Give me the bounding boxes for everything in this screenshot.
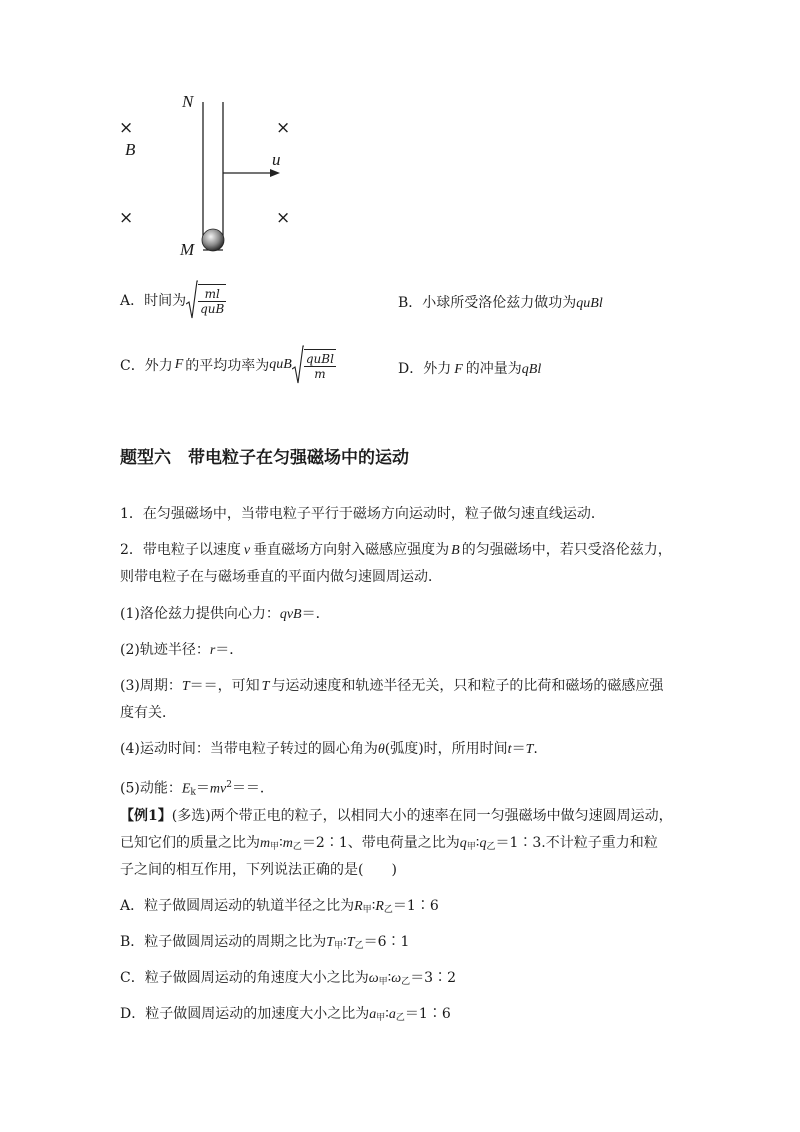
- item-3-line2: 度有关．: [120, 705, 176, 721]
- subscript-jia: 甲: [362, 905, 372, 915]
- field-cross-top-right: ×: [276, 118, 291, 138]
- text: B．粒子做圆周运动的周期之比为: [120, 934, 327, 950]
- var-t: T: [346, 935, 355, 950]
- text: 的匀强磁场中，若只受洛伦兹力，: [461, 542, 672, 558]
- var-m: m: [282, 836, 293, 851]
- var-e: E: [181, 781, 191, 797]
- var-m: m: [260, 836, 271, 851]
- text: ＝3∶2: [410, 970, 457, 986]
- var-omega: ω: [368, 971, 379, 986]
- fraction: [304, 349, 336, 381]
- text: ∶: [387, 970, 392, 986]
- var-t: T: [261, 679, 270, 694]
- option-d: [398, 358, 541, 378]
- field-cross-bottom-right: ×: [276, 208, 291, 228]
- var-t: T: [326, 935, 335, 950]
- example-option-a: [120, 895, 439, 921]
- text: (4)运动时间：当带电粒子转过的圆心角为: [120, 741, 378, 757]
- field-cross-top-left: ×: [119, 118, 134, 138]
- option-b-text: B．小球所受洛伦兹力做功为: [398, 295, 577, 311]
- item-1: [120, 603, 330, 626]
- text: 垂直磁场方向射入磁感应强度为: [253, 542, 450, 558]
- text: ∶: [343, 934, 347, 950]
- option-d-var: F: [454, 362, 463, 377]
- text: ∶: [371, 898, 376, 914]
- var-theta: θ: [377, 742, 385, 757]
- item-2: [120, 639, 243, 662]
- subscript-jia: 甲: [466, 842, 476, 852]
- item-3-line1: [120, 675, 663, 698]
- text: ＝1∶6: [404, 1006, 451, 1022]
- text: ＝＝，可知: [189, 678, 260, 694]
- var-b: B: [451, 543, 460, 558]
- text: ＝＝．: [231, 780, 274, 797]
- var-r: r: [209, 643, 216, 658]
- text: ＝: [195, 780, 210, 797]
- example-line1: [120, 805, 673, 827]
- sqrt-expression: [186, 280, 226, 320]
- option-c-var: F: [174, 357, 184, 372]
- subscript-jia: 甲: [378, 977, 388, 987]
- text: 与运动速度和轨迹半径无关，只和粒子的比荷和磁场的磁感应强: [271, 678, 664, 694]
- var-a: a: [369, 1007, 377, 1022]
- var-t: t: [507, 742, 512, 757]
- text: (多选)两个带正电的粒子，以相同大小的速率在同一匀强磁场中做匀速圆周运动，: [171, 808, 673, 824]
- var-v: v: [243, 543, 251, 558]
- text: .: [533, 741, 538, 757]
- point-1: 1．在匀强磁场中，当带电粒子平行于磁场方向运动时，粒子做匀速直线运动．: [120, 506, 605, 522]
- text: C．粒子做圆周运动的角速度大小之比为: [120, 970, 369, 986]
- item-4: [120, 738, 538, 761]
- subscript-yi: 乙: [383, 905, 393, 915]
- text: ＝1∶6: [392, 898, 439, 914]
- text: ∶: [385, 1006, 389, 1022]
- option-d-prefix: D．外力: [398, 361, 452, 377]
- subscript-yi: 乙: [401, 977, 411, 987]
- text: ＝: [511, 741, 526, 757]
- item-5: [120, 774, 274, 804]
- example-line3: 子之间的相互作用，下列说法正确的是( ): [120, 862, 397, 878]
- option-d-mid: 的冲量为: [465, 361, 522, 377]
- field-cross-bottom-left: ×: [119, 208, 134, 228]
- option-c-mid: 的平均功率为: [185, 358, 270, 374]
- option-b-expr: quBl: [576, 296, 603, 311]
- text: (1)洛伦兹力提供向心力：: [120, 606, 280, 622]
- text: (5)动能：: [120, 780, 182, 797]
- subscript-k: k: [190, 787, 196, 798]
- sqrt-expression: [292, 345, 336, 385]
- example-tag: 【例1】: [120, 808, 172, 824]
- text: (3)周期：: [120, 678, 182, 694]
- text: ∶: [279, 835, 283, 851]
- point-2-line1: [120, 539, 672, 562]
- subscript-yi: 乙: [354, 941, 364, 951]
- var-q: q: [459, 836, 467, 851]
- var-t: T: [181, 679, 190, 694]
- label-n: N: [182, 92, 194, 111]
- subscript-yi: 乙: [486, 842, 496, 852]
- text: ＝．: [215, 642, 244, 658]
- text: ＝2∶1、带电荷量之比为: [301, 835, 460, 851]
- var-t: T: [525, 742, 534, 757]
- velocity-arrowhead: [270, 169, 280, 177]
- text: D．粒子做圆周运动的加速度大小之比为: [120, 1006, 370, 1022]
- fraction-denominator: m: [314, 367, 326, 381]
- fraction-numerator: ml: [198, 287, 226, 302]
- var-r: R: [375, 899, 384, 914]
- expr-mv: mv: [209, 781, 227, 797]
- label-u: u: [272, 150, 281, 169]
- ball: [202, 229, 224, 251]
- example-option-d: [120, 1003, 451, 1029]
- physics-figure: [110, 90, 330, 265]
- var-a: a: [388, 1007, 396, 1022]
- example-line2: [120, 832, 658, 858]
- example-option-c: [120, 967, 456, 993]
- fraction-numerator: quBl: [305, 352, 334, 366]
- tube-diagram: [110, 90, 330, 265]
- var-omega: ω: [391, 971, 402, 986]
- subscript-jia: 甲: [270, 842, 280, 852]
- option-a: [120, 280, 226, 320]
- text: ＝6∶1: [363, 934, 410, 950]
- text: (2)轨迹半径：: [120, 642, 210, 658]
- text: ＝1∶3.不计粒子重力和粒: [495, 835, 658, 851]
- text: 2．带电粒子以速度: [120, 542, 241, 558]
- fraction-denominator: quB: [200, 302, 225, 316]
- text: ＝．: [301, 606, 330, 622]
- option-c-coef: quB: [269, 357, 292, 372]
- label-m: M: [180, 240, 195, 259]
- option-a-text: A．时间为: [120, 293, 187, 309]
- option-d-expr: qBl: [521, 362, 542, 377]
- option-c: [120, 345, 336, 385]
- superscript-2: 2: [226, 780, 232, 790]
- text: ∶: [475, 835, 480, 851]
- point-2-line2: 则带电粒子在与磁场垂直的平面内做匀速圆周运动．: [120, 569, 442, 585]
- subscript-jia: 甲: [334, 941, 344, 951]
- label-b: B: [125, 140, 136, 159]
- var-r: R: [354, 899, 363, 914]
- option-c-prefix: C．外力: [120, 358, 173, 374]
- text: 已知它们的质量之比为: [120, 835, 260, 851]
- subscript-yi: 乙: [395, 1013, 405, 1023]
- text: A．粒子做圆周运动的轨道半径之比为: [120, 898, 355, 914]
- example-option-b: [120, 931, 409, 957]
- text: (弧度)时，所用时间: [384, 741, 508, 757]
- var-q: q: [479, 836, 487, 851]
- fraction: [198, 284, 226, 316]
- subscript-yi: 乙: [292, 842, 302, 852]
- expr-qvb: qvB: [279, 607, 302, 622]
- option-b: [398, 292, 603, 312]
- section-title: 题型六 带电粒子在匀强磁场中的运动: [120, 448, 409, 468]
- subscript-jia: 甲: [376, 1013, 386, 1023]
